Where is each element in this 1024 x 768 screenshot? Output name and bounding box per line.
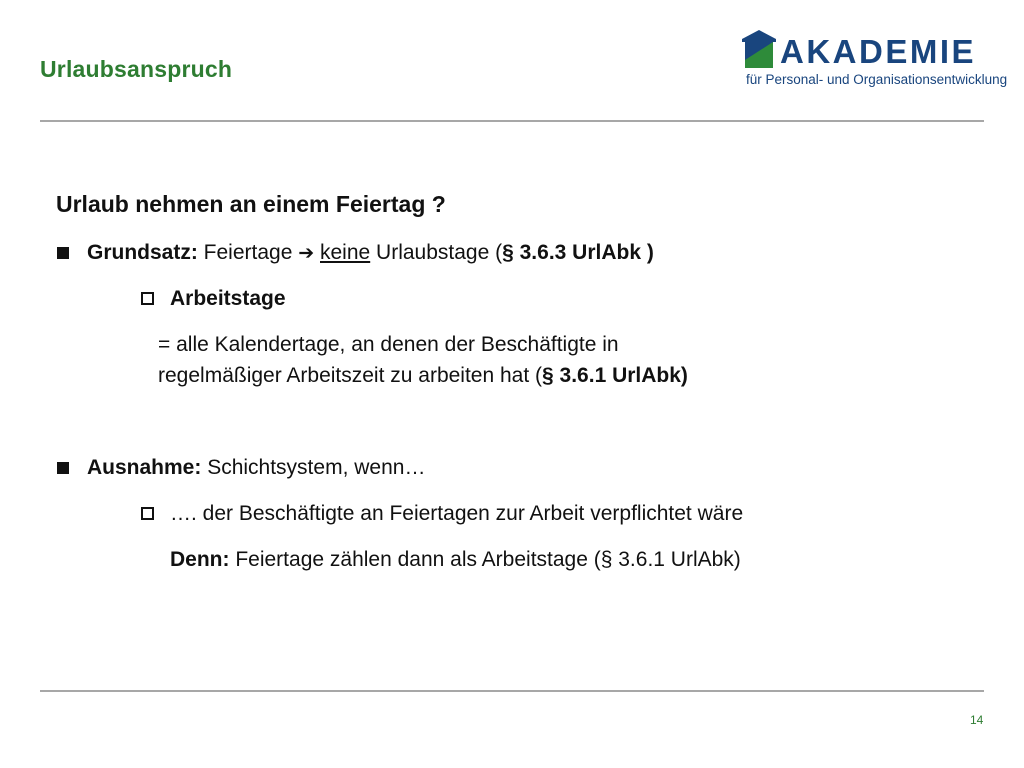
arbeitstage-definition-line1: = alle Kalendertage, an denen der Beschäftigte in	[158, 333, 619, 356]
checkbox-outline-icon	[141, 507, 154, 520]
grundsatz-line	[87, 239, 654, 267]
logo-subtitle: für Personal- und Organisationsentwicklung	[746, 72, 1008, 87]
logo-house-icon	[742, 30, 776, 70]
slide-title: Urlaubsanspruch	[40, 56, 233, 82]
top-divider	[40, 120, 984, 122]
grundsatz-text-after: Urlaubstage (	[370, 241, 503, 264]
ausnahme-condition: …. der Beschäftigte an Feiertagen zur Arbeit verpflichtet wäre	[170, 502, 744, 525]
denn-line	[170, 546, 741, 574]
page-number: 14	[970, 713, 984, 727]
grundsatz-underlined: keine	[320, 241, 371, 264]
checkbox-outline-icon	[141, 292, 154, 305]
ausnahme-line	[87, 454, 425, 482]
logo-name: AKADEMIE	[780, 33, 977, 70]
grundsatz-reference: § 3.6.3 UrlAbk )	[502, 241, 654, 264]
definition-reference: § 3.6.1 UrlAbk)	[542, 364, 688, 387]
definition-text: regelmäßiger Arbeitszeit zu arbeiten hat (	[158, 364, 543, 387]
content-heading: Urlaub nehmen an einem Feiertag ?	[56, 191, 446, 217]
bullet-square-icon	[57, 247, 69, 259]
grundsatz-label: Grundsatz:	[87, 241, 198, 264]
grundsatz-text-before: Feiertage	[197, 241, 299, 264]
arbeitstage-line	[170, 285, 286, 313]
denn-label: Denn:	[170, 548, 230, 571]
akademie-logo	[742, 30, 1008, 90]
denn-text: Feiertage zählen dann als Arbeitstage (§ 3.6.1 UrlAbk)	[229, 548, 741, 571]
ausnahme-label: Ausnahme:	[87, 456, 202, 479]
arrow-right-icon: ➔	[298, 242, 315, 264]
arbeitstage-definition-line2	[158, 362, 688, 390]
bullet-square-icon	[57, 462, 69, 474]
arbeitstage-label: Arbeitstage	[170, 287, 286, 310]
ausnahme-text: Schichtsystem, wenn…	[201, 456, 426, 479]
bottom-divider	[40, 690, 984, 692]
